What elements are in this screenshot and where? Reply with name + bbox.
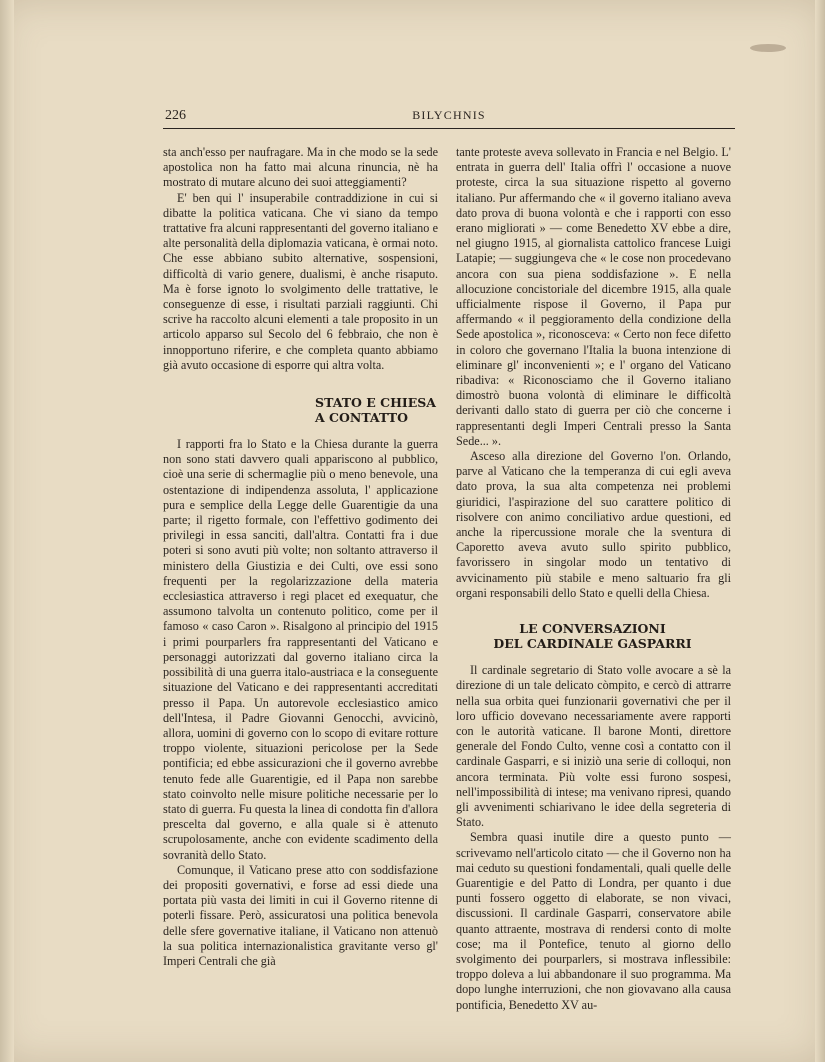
section-heading-line: LE CONVERSAZIONI: [519, 621, 666, 637]
right-column: [456, 145, 731, 1013]
paragraph: I rapporti fra lo Stato e la Chiesa durante la guerra non sono stati davvero quali appariscono al pubblico, cioè una serie di schermaglie più o meno benevole, una ostentazione di indipendenza assoluta, l' applicazione pura e semplice della Legge delle Guarentigie da una parte; il rigetto formale, con l'effettivo godimento dei privilegi in essa sanciti, dall'altra. Contatti fra i due poteri si sono avuti più volte; non soltanto attraverso il ministero della Giustizia e dei Culti, ove essi sono frequenti per la regolarizzazione della materia ecclesiastica attraverso i regi placet ed exequatur, che assumono talvolta un contenuto politico, come per il famoso « caso Caron ». Risalgono al principio del 1915 i primi pourparlers fra rappresentanti del Vaticano e personaggi autorizzati dal governo italiano circa la possibilità di una guerra italo-austriaca e la conseguente situazione del Vaticano e dei rappresentanti accreditati presso il Papa. Un autorevole ecclesiastico amico dell'Intesa, il Padre Giovanni Genocchi, avvicinò, allora, uomini di governo con lo scopo di evitare rotture troppo violente, situazioni pericolose per la Sede pontificia; ed ebbe assicurazioni che il governo avrebbe tenuto fede alle Guarentigie, ed il Papa non sarebbe stato coinvolto nelle misure politiche necessarie per lo stato di guerra. Fu questa la linea di condotta fin d'allora prescelta dal governo, e alla quale si è attenuto scrupolosamente, anche con evidente scadimento della sovranità dello Stato.: [163, 437, 438, 862]
paragraph: E' ben qui l' insuperabile contraddizione in cui si dibatte la politica vaticana. Che vi siano da tempo trattative fra alcuni rappresentanti del governo italiano e alte personalità della diplomazia vaticana, è ormai noto. Che esse abbiano subito alternative, sospensioni, difficoltà di vario genere, dualismi, è anche risaputo. Ma è forse ignoto lo svolgimento delle trattative, le conseguenze di esse, i risultati parziali raggiunti. Chi scrive ha raccolto alcuni elementi a tale proposito in un articolo apparso sul Secolo del 6 febbraio, che non è innopportuno riferire, e che completa quanto abbiamo già avuto occasione di esporre qui altra volta.: [163, 190, 438, 372]
running-title: BILYCHNIS: [412, 108, 486, 122]
left-column: [163, 145, 438, 969]
page-number: 226: [165, 108, 186, 123]
paper-stain: [750, 44, 786, 52]
paragraph: Il cardinale segretario di Stato volle avocare a sè la direzione di un tale delicato còmpito, e cercò di attrarre nella sua orbita quei funzionarii governativi che per il loro ufficio dovevano necessariamente avere rapporti con le autorità vaticane. Il barone Monti, direttore generale del Fondo Culto, venne così a contatto con il cardinale Gasparri, e si iniziò una serie di colloqui, non ancora terminata. Più volte essi furono sospesi, nell'impossibilità di intese; ma venivano ripresi, quando gli avvenimenti schiarivano le idee della segreteria di Stato.: [456, 663, 731, 830]
section-heading-line: A CONTATTO: [315, 410, 408, 426]
running-header: [163, 108, 735, 129]
paragraph: Sembra quasi inutile dire a questo punto — scrivevamo nell'articolo citato — che il Governo non ha mai ceduto su questioni fondamentali, quali quelle delle Guarentigie e del Patto di Londra, per quanto i due punti fossero oggetto di elaborate, se non vivaci, discussioni. Il cardinale Gasparri, conservatore abile quanto attraente, mostrava di rendersi conto di molte cose; ma il Pontefice, tenuto al giorno dello svolgimento dei pourparlers, si mostrava inflessibile: troppo doleva a lui abbandonare il suo programma. Ma dopo lunghe interruzioni, che non giovavano alla causa pontificia, Benedetto XV au-: [456, 830, 731, 1012]
page-spine-shadow: [0, 0, 14, 1062]
section-heading-line: DEL CARDINALE GASPARRI: [493, 636, 692, 652]
section-heading: [456, 621, 731, 651]
paragraph: Asceso alla direzione del Governo l'on. Orlando, parve al Vaticano che la temperanza di cui egli aveva dato prova, la sua alta competenza nei problemi giuridici, l'aspirazione del suo carattere politico di risolvere con animo conciliativo ardue questioni, ed anche la ripercussione morale che la sventura di Caporetto aveva avuto sullo spirito pubblico, favorissero in singolar modo un tentativo di avvicinamento più stabile e meno saltuario fra gli organi responsabili dello Stato e quelli della Chiesa.: [456, 449, 731, 600]
section-heading: [163, 395, 438, 425]
paragraph: Comunque, il Vaticano prese atto con soddisfazione dei propositi governativi, e forse ad essi diede una portata più vasta dei limiti in cui il Governo ritenne di poterli fissare. Però, assicuratosi una politica benevola delle sfere governative italiane, il Vaticano non attenuò la sua politica internazionalistica gravitante verso gl' Imperi Centrali che già: [163, 862, 438, 968]
section-heading-line: STATO E CHIESA: [315, 395, 436, 411]
page-edge-shadow: [815, 0, 825, 1062]
paragraph: sta anch'esso per naufragare. Ma in che modo se la sede apostolica non ha fatto mai alcuna rinuncia, nè ha mostrato di mutare alcuno dei suoi atteggiamenti?: [163, 145, 438, 190]
paragraph: tante proteste aveva sollevato in Francia e nel Belgio. L' entrata in guerra dell' Italia offrì l' occasione a nuove proteste, circa la sua situazione rispetto al governo italiano. Pur affermando che « il governo italiano aveva dato prova di buona volontà e che i rapporti con esso erano migliorati » — come Benedetto XV ebbe a dire, nel giugno 1915, al giornalista cattolico francese Luigi Latapie; — suggiungeva che « le cose non procedevano ancora con sua piena soddisfazione ». E nella allocuzione concistoriale del dicembre 1915, alla quale ufficialmente rispose il Governo, il Papa pur affermando « il peggioramento della condizione della Sede apostolica », riconosceva: « Certo non fece difetto in coloro che governano l'Italia la buona intenzione di eliminare gl' inconvenienti »; e l' organo del Vaticano ribadiva: « Riconosciamo che il Governo italiano dimostrò buona volontà di eliminare le difficoltà derivanti dallo stato di guerra per ciò che concerne i rappresentanti degli Imperi Centrali presso la Santa Sede... ».: [456, 145, 731, 448]
